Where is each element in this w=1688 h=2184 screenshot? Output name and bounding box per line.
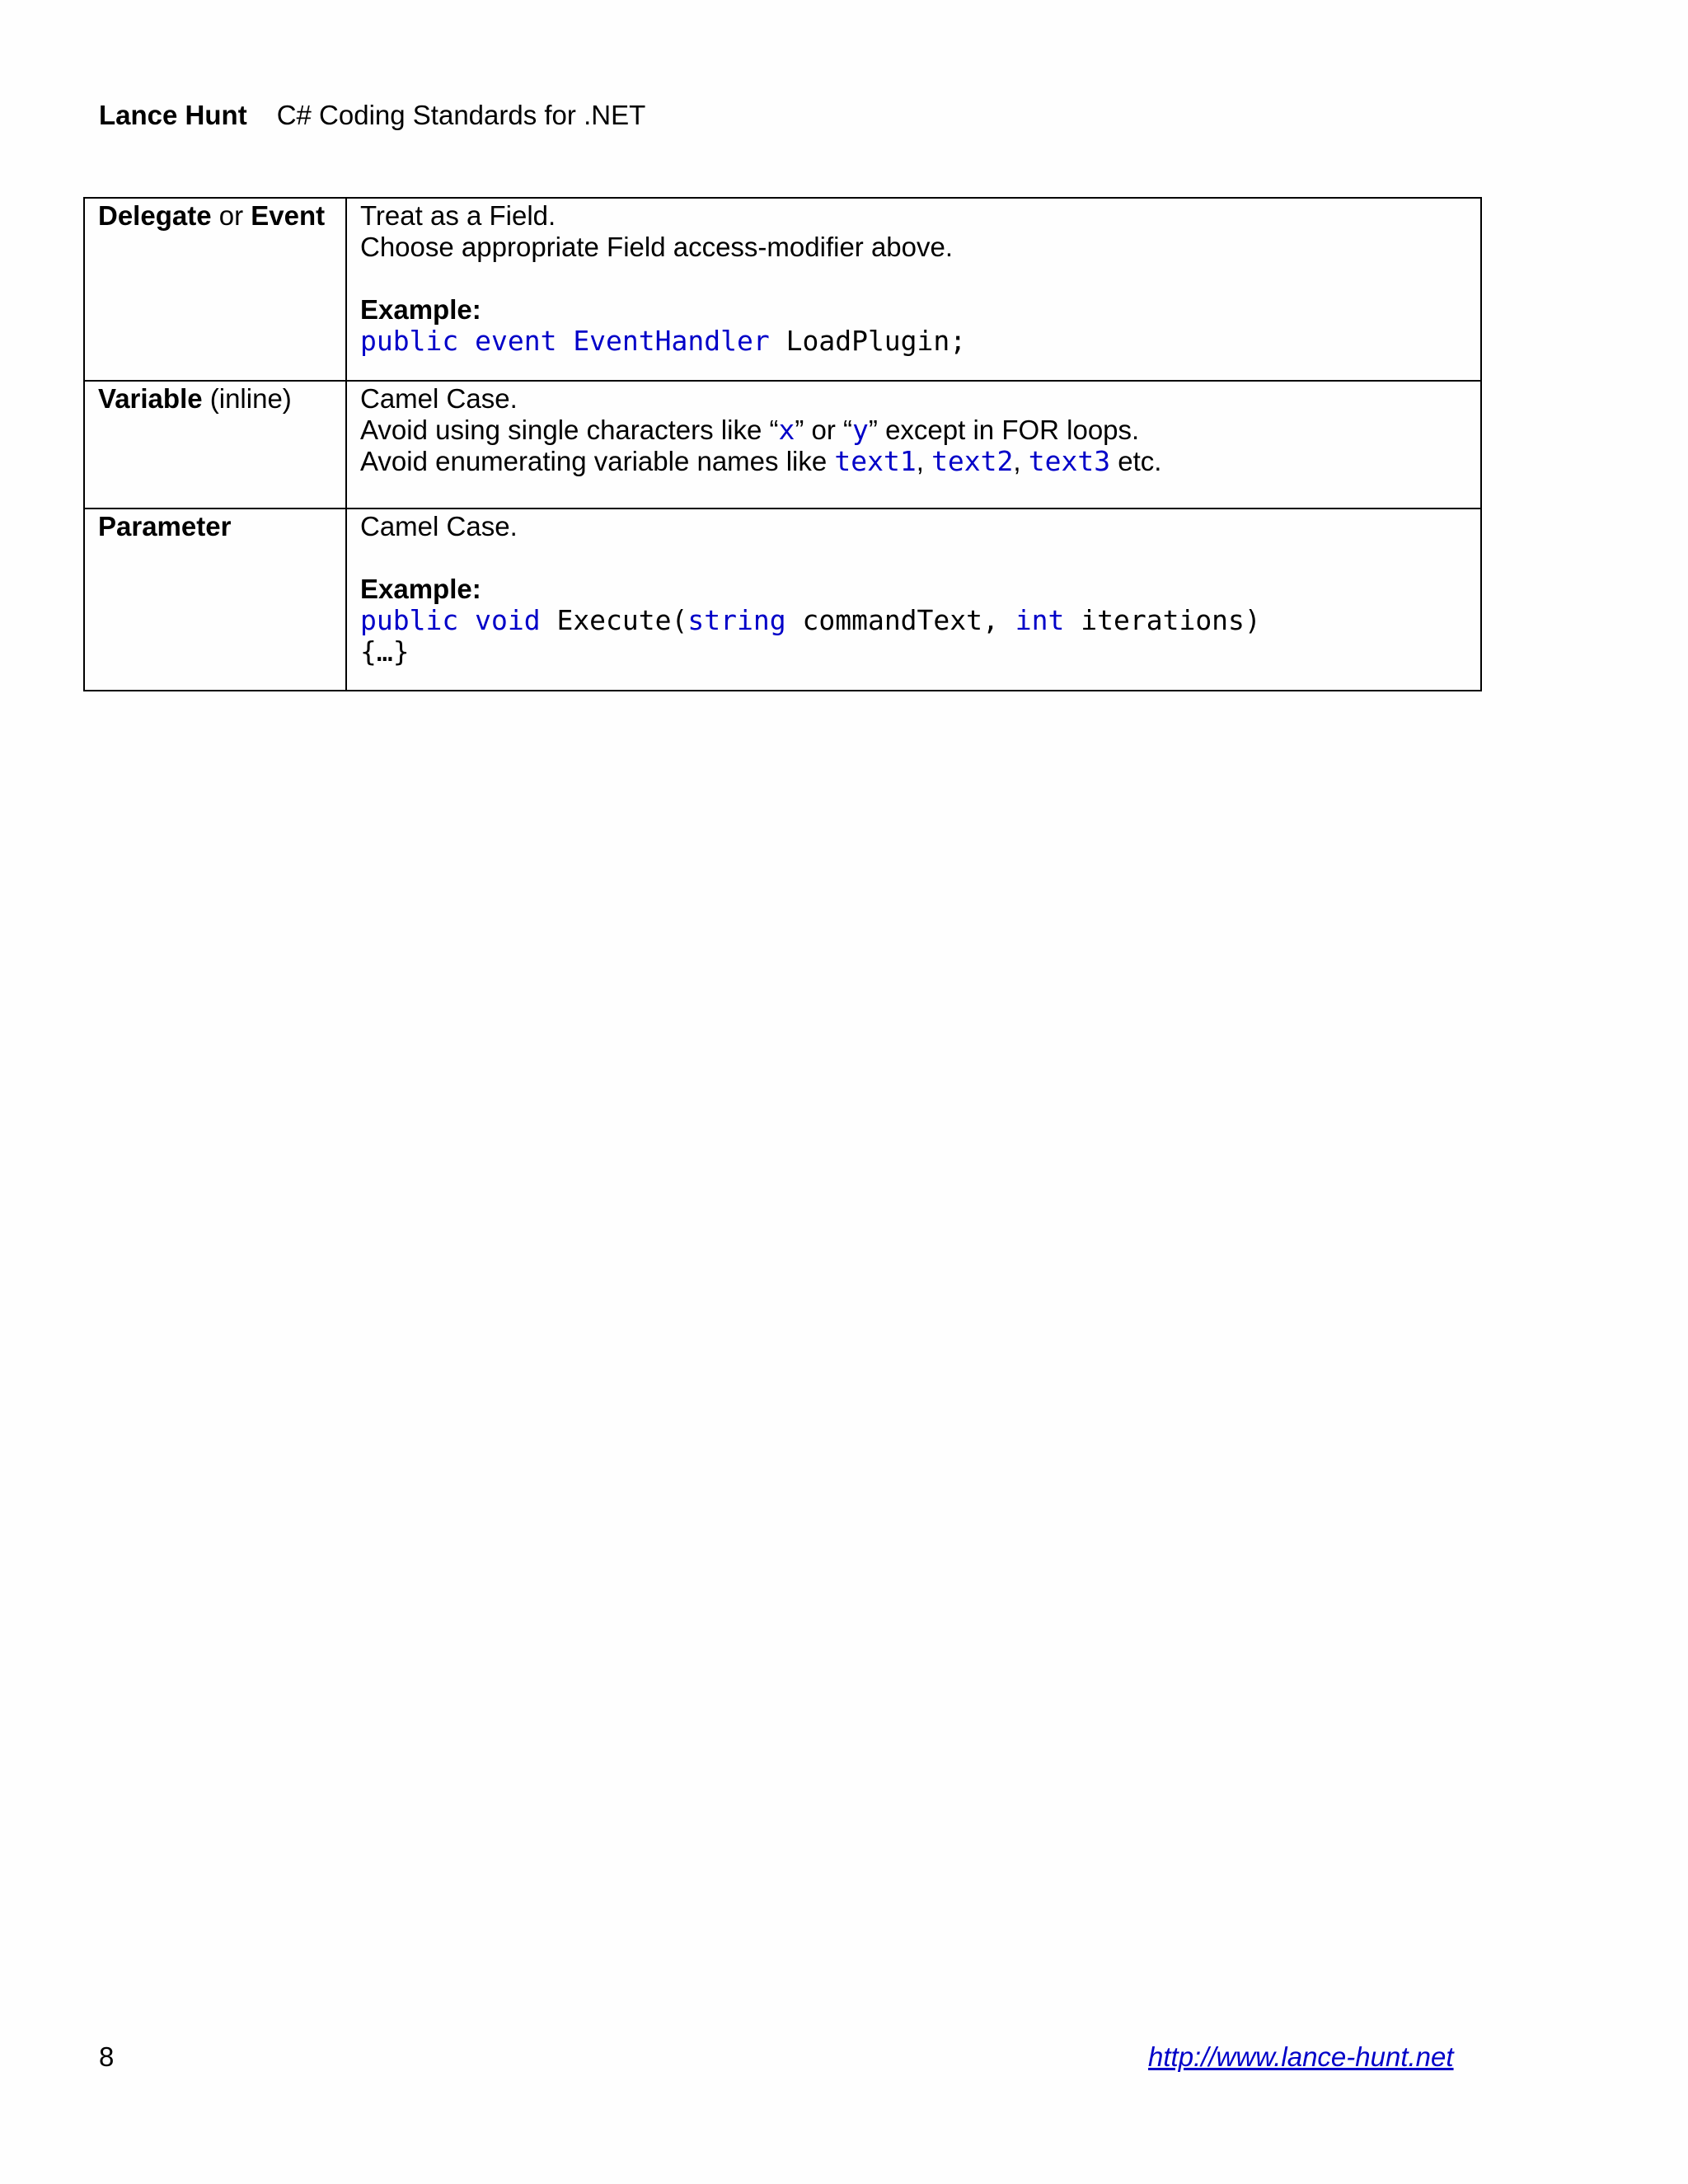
rule-name-cell — [84, 381, 346, 509]
inline-code: text3 — [1028, 445, 1111, 477]
table-row — [84, 198, 1481, 381]
code-text: commandText, — [785, 604, 1015, 636]
inline-code: y — [852, 414, 869, 446]
rule-text: Choose appropriate Field access-modifier above. — [360, 232, 954, 262]
rule-name-connector: or — [211, 200, 251, 231]
rule-name: Delegate — [98, 200, 212, 231]
rule-text-part: Avoid using single characters like “ — [360, 415, 779, 445]
rule-name-cell — [84, 198, 346, 381]
code-example: {…} — [360, 635, 410, 668]
example-label: Example: — [360, 574, 481, 604]
rule-text-part: , — [1013, 446, 1029, 476]
example-label: Example: — [360, 294, 481, 325]
rule-description-cell — [346, 381, 1481, 509]
inline-code: x — [778, 414, 795, 446]
rule-description-cell — [346, 198, 1481, 381]
rule-text: Camel Case. — [360, 511, 518, 541]
code-type: EventHandler — [573, 325, 770, 357]
code-text: Execute( — [540, 604, 688, 636]
rule-name: Event — [251, 200, 326, 231]
page-header — [99, 97, 645, 134]
code-keyword: void — [475, 604, 541, 636]
website-link[interactable]: http://www.lance-hunt.net — [1148, 2041, 1454, 2072]
rule-text-part: etc. — [1110, 446, 1162, 476]
rule-name-suffix: (inline) — [202, 383, 292, 414]
rule-text-part: ” except in FOR loops. — [868, 415, 1140, 445]
rule-text-part: ” or “ — [795, 415, 853, 445]
code-example — [360, 605, 1467, 636]
rule-text: Camel Case. — [360, 383, 518, 414]
code-example — [360, 326, 1467, 357]
header-author: Lance Hunt — [99, 100, 247, 130]
inline-code: text2 — [931, 445, 1014, 477]
rule-text-part: Avoid enumerating variable names like — [360, 446, 835, 476]
code-keyword: int — [1015, 604, 1065, 636]
code-keyword: public — [360, 325, 459, 357]
rule-name: Parameter — [98, 511, 232, 541]
header-title: C# Coding Standards for .NET — [276, 100, 646, 130]
rule-text: Treat as a Field. — [360, 200, 556, 231]
rule-text — [360, 446, 1467, 477]
code-keyword: event — [475, 325, 557, 357]
inline-code: text1 — [834, 445, 917, 477]
rule-text — [360, 415, 1467, 446]
code-keyword: string — [687, 604, 786, 636]
table-row — [84, 381, 1481, 509]
page-number: 8 — [99, 2041, 115, 2072]
code-keyword: public — [360, 604, 459, 636]
rule-description-cell — [346, 509, 1481, 691]
table-row — [84, 509, 1481, 691]
code-text: LoadPlugin; — [769, 325, 967, 357]
rule-text-part: , — [916, 446, 932, 476]
naming-rules-table — [83, 197, 1482, 691]
rule-name: Variable — [98, 383, 203, 414]
rule-name-cell — [84, 509, 346, 691]
code-text: iterations) — [1064, 604, 1261, 636]
